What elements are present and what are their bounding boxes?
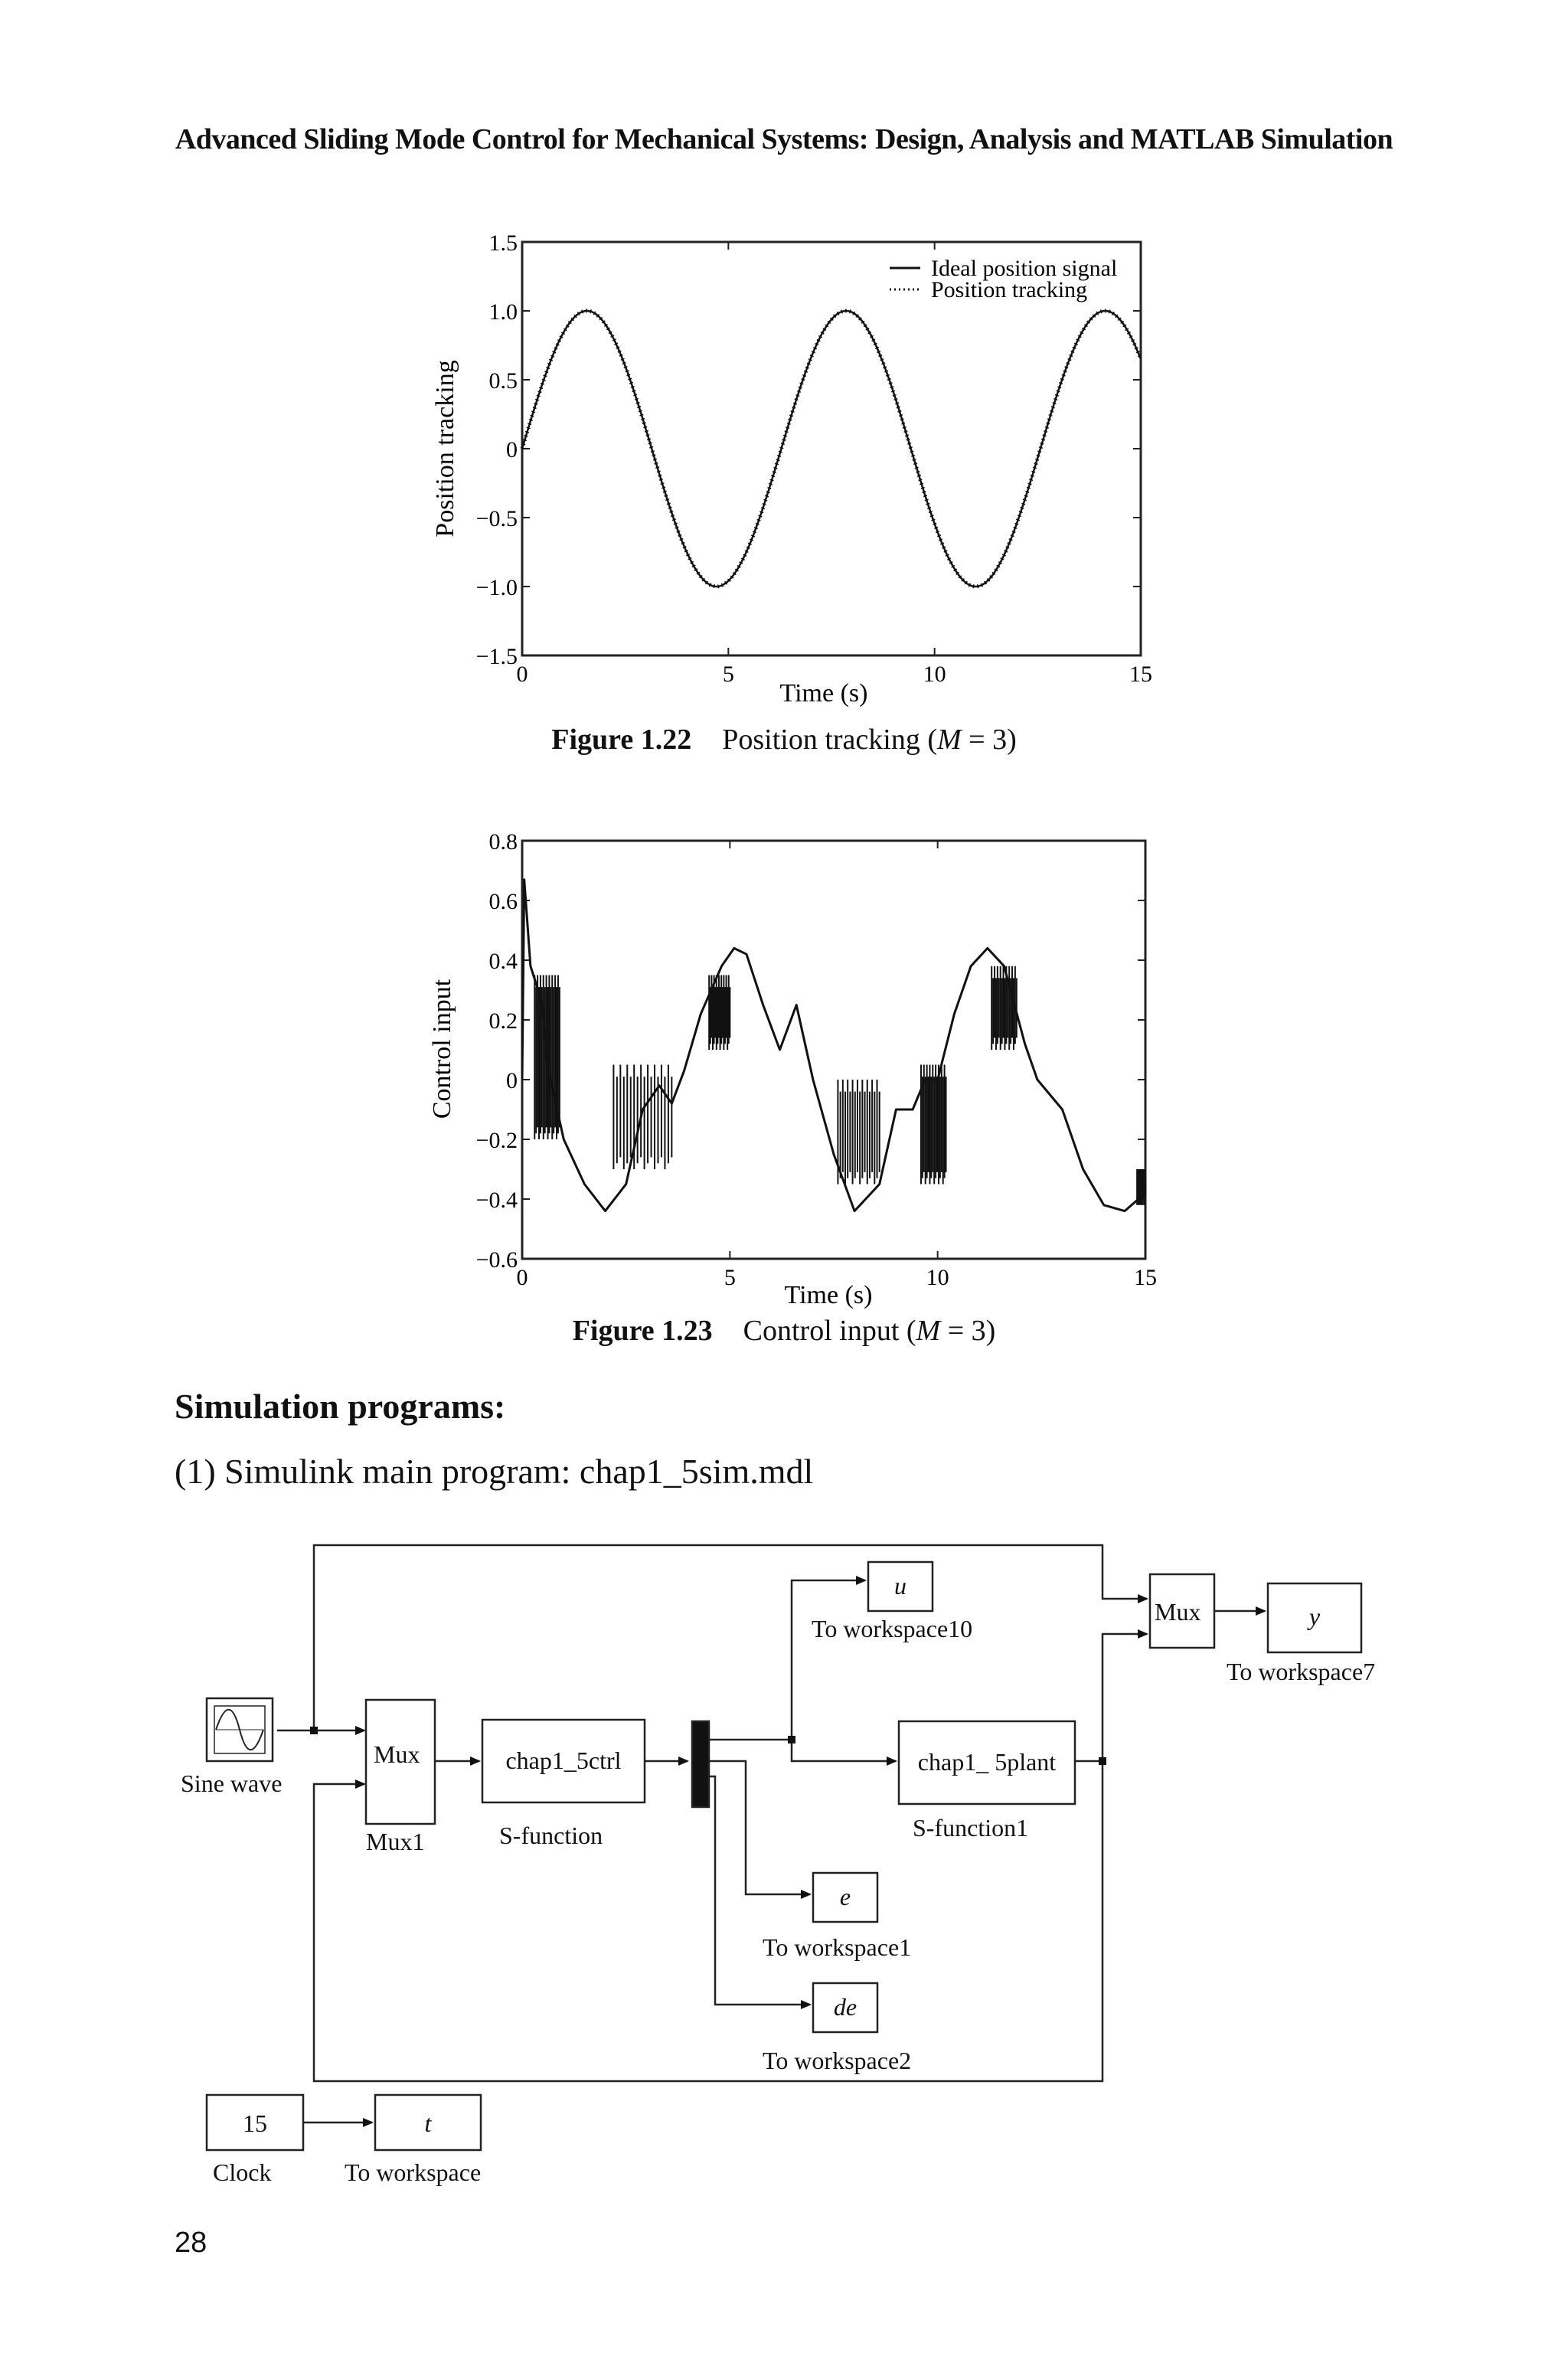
y-tick-label: −0.2 — [475, 1128, 518, 1153]
y-tick-label: 0.5 — [488, 368, 518, 394]
y-tick-label: −0.6 — [475, 1247, 518, 1273]
caption-text: Control input ( — [743, 1315, 916, 1347]
figure-1-23-chart — [0, 819, 1568, 1309]
y-label: To workspace7 — [1227, 1658, 1376, 1685]
x-tick-label: 0 — [516, 1265, 528, 1290]
figure-1-23-caption — [0, 1314, 1568, 1348]
plant-text: chap1_ 5plant — [917, 1748, 1057, 1776]
section-heading: Simulation programs: — [175, 1387, 506, 1426]
y-tick-label: 0.8 — [488, 829, 518, 855]
ctrl-text: chap1_5ctrl — [505, 1747, 622, 1774]
series-line-position-tracking — [522, 311, 1141, 587]
caption-text: = 3) — [961, 724, 1017, 756]
y-tick-label: −1.0 — [475, 575, 518, 600]
y-text: y — [1308, 1603, 1321, 1630]
figure-1-22-chart — [0, 222, 1568, 712]
page-number: 28 — [175, 2227, 207, 2259]
y-tick-label: 1.5 — [488, 230, 518, 256]
u-text: u — [894, 1572, 906, 1600]
x-tick-label: 5 — [724, 1265, 736, 1290]
y-tick-label: 1.0 — [488, 299, 518, 325]
x-tick-label: 10 — [923, 662, 946, 687]
x-tick-label: 0 — [516, 662, 528, 687]
mux1-text: Mux — [374, 1740, 420, 1768]
series-line-control-input — [522, 880, 1145, 1211]
x-tick-label: 5 — [722, 662, 734, 687]
mux-text: Mux — [1155, 1598, 1201, 1626]
figure-number: Figure 1.22 — [551, 724, 692, 756]
plant-label: S-function1 — [913, 1814, 1029, 1841]
ctrl-label: S-function — [499, 1822, 603, 1849]
series-line-ideal-position — [522, 311, 1141, 587]
y-tick-label: −0.5 — [475, 506, 518, 531]
caption-variable: M — [936, 724, 962, 756]
demux-block[interactable] — [692, 1721, 709, 1807]
y-tick-label: 0.4 — [488, 949, 518, 974]
y-axis-label: Position tracking — [431, 360, 459, 538]
caption-text: = 3) — [940, 1315, 996, 1347]
plot-frame — [522, 242, 1141, 655]
figure-number: Figure 1.23 — [572, 1315, 713, 1347]
de-label: To workspace2 — [763, 2047, 912, 2074]
sine-wave-block[interactable] — [207, 1698, 273, 1761]
x-axis-label: Time (s) — [779, 679, 868, 707]
y-tick-label: 0.2 — [488, 1008, 518, 1034]
de-text: de — [833, 1993, 858, 2021]
y-tick-label: −1.5 — [475, 644, 518, 669]
mux1-label: Mux1 — [366, 1828, 425, 1855]
simulink-diagram — [0, 1539, 1568, 2205]
legend-entry: Position tracking — [931, 277, 1088, 302]
sine-wave-label: Sine wave — [181, 1770, 283, 1797]
y-axis-label: Control input — [428, 979, 456, 1119]
y-tick-label: 0 — [506, 437, 518, 462]
y-tick-label: 0 — [506, 1068, 518, 1093]
caption-variable: M — [916, 1315, 941, 1347]
y-tick-label: 0.6 — [488, 889, 518, 914]
figure-1-22-caption — [0, 723, 1568, 757]
e-text: e — [839, 1883, 851, 1910]
legend-entry: Ideal position signal — [931, 256, 1118, 281]
caption-text: Position tracking ( — [722, 724, 937, 756]
signal-lines — [277, 1545, 1265, 2122]
u-label: To workspace10 — [812, 1615, 973, 1642]
running-header: Advanced Sliding Mode Control for Mechanical Systems: Design, Analysis and MATLAB Simulation — [175, 123, 1393, 155]
program-line: (1) Simulink main program: chap1_5sim.mdl — [175, 1452, 814, 1491]
legend — [890, 256, 1117, 302]
clock-label: Clock — [213, 2158, 272, 2186]
t-text: t — [424, 2109, 432, 2137]
clock-text: 15 — [243, 2109, 267, 2137]
x-tick-label: 15 — [1129, 662, 1152, 687]
t-label: To workspace — [345, 2158, 482, 2186]
x-tick-label: 15 — [1134, 1265, 1157, 1290]
e-label: To workspace1 — [763, 1933, 912, 1961]
x-tick-label: 10 — [926, 1265, 949, 1290]
x-axis-label: Time (s) — [784, 1281, 873, 1309]
y-tick-label: −0.4 — [475, 1188, 518, 1213]
